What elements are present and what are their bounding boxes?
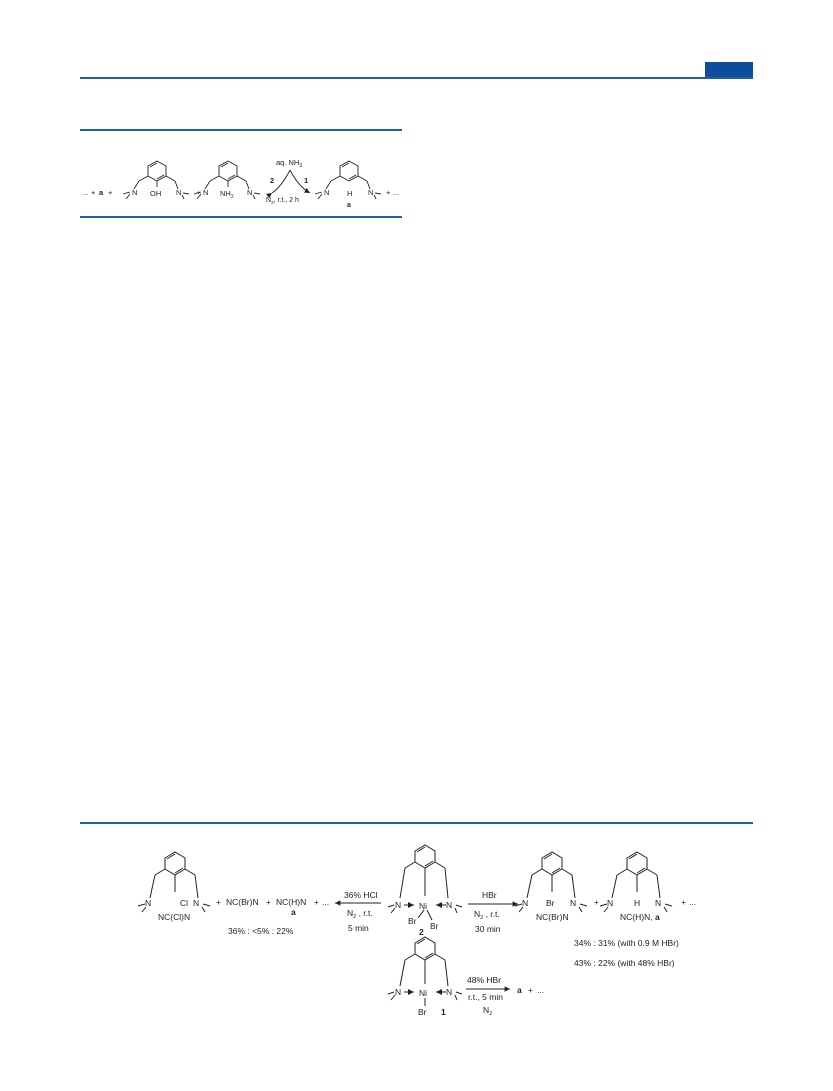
- ncbrn-br: Br: [546, 898, 555, 908]
- condition-text: [266, 197, 299, 205]
- reagent-aq-nh3: [276, 158, 302, 169]
- ellipsis-right: ...: [393, 188, 400, 197]
- hcl-reagent: 36% HCl: [344, 890, 378, 900]
- c1-n-right: N: [446, 987, 453, 997]
- n-right-3: N: [368, 188, 374, 197]
- hbr-conditions: [474, 909, 500, 921]
- plus-4: +: [386, 188, 391, 197]
- hcl-time: 5 min: [348, 923, 369, 933]
- nchn-h: H: [634, 898, 641, 908]
- arrow-num-1: 1: [304, 176, 309, 185]
- nchn-n-right: N: [655, 898, 662, 908]
- ellipsis-left: ...: [82, 188, 89, 197]
- nchn-label-a: a: [654, 912, 660, 922]
- b-plus-2: +: [266, 897, 271, 907]
- cond-rest: , r.t., 2 h: [273, 197, 299, 204]
- nccln-cl: Cl: [180, 898, 189, 908]
- nchn-text-left: NC(H)N: [276, 897, 307, 907]
- cond-n: N: [266, 197, 272, 204]
- plus-3: +: [196, 188, 201, 197]
- b-plus-3: +: [314, 897, 319, 907]
- ncbrn-n-left: N: [522, 898, 529, 908]
- b-plus-5: +: [681, 897, 686, 907]
- compound-a-label: a: [347, 202, 351, 209]
- oh-group: OH: [150, 189, 162, 198]
- arrow-reverse: [272, 170, 290, 193]
- b-plus-4: +: [594, 897, 599, 907]
- hcl-conditions: [347, 908, 373, 920]
- hbr48-n: N: [483, 1005, 490, 1015]
- c1-ni: Ni: [419, 988, 428, 998]
- hcl-rest: , r.t.: [356, 908, 373, 918]
- h-atom: H: [347, 189, 353, 198]
- c2-ni: Ni: [419, 901, 428, 911]
- hbr48-sub: 2: [489, 1011, 493, 1017]
- nchn-a-left: a: [291, 907, 296, 917]
- c1-n-left: N: [395, 987, 402, 997]
- nccln-n-right: N: [193, 898, 200, 908]
- n-left-1: N: [132, 188, 138, 197]
- c2-br-1: Br: [408, 916, 417, 926]
- hbr48-conditions: r.t., 5 min: [468, 992, 503, 1002]
- complex-2-label: 2: [419, 927, 424, 937]
- hbr-n: N: [474, 909, 481, 919]
- nchn-n-left: N: [607, 898, 614, 908]
- nh2-sub: 2: [230, 194, 234, 200]
- scheme-bottom: [138, 845, 696, 1017]
- hbr-rest: , r.t.: [483, 909, 500, 919]
- cond-sub: 2: [271, 200, 274, 205]
- nccln-n-left: N: [145, 898, 152, 908]
- complex-1-label: 1: [441, 1007, 446, 1017]
- n-right-1: N: [176, 188, 182, 197]
- n-right-2: N: [247, 188, 253, 197]
- b-ellipsis-2: ...: [689, 897, 697, 907]
- yield-right-2: 43% : 22% (with 48% HBr): [574, 958, 675, 968]
- plus-1: +: [91, 188, 96, 197]
- b-ellipsis-1: ...: [322, 897, 330, 907]
- hbr48-n2: [483, 1005, 492, 1017]
- nh2-main: NH: [220, 189, 231, 198]
- ncbrn-text-left: NC(Br)N: [226, 897, 259, 907]
- compound-a-label-left: a: [99, 188, 104, 197]
- ncbrn-label: NC(Br)N: [536, 912, 569, 922]
- nccln-label: NC(Cl)N: [158, 912, 191, 922]
- b-plus-6: +: [528, 985, 533, 995]
- reagent-sub: 3: [299, 163, 303, 169]
- hbr-time: 30 min: [475, 924, 501, 934]
- n-left-2: N: [203, 188, 209, 197]
- b-plus-1: +: [216, 897, 221, 907]
- hcl-n: N: [347, 908, 354, 918]
- product-a-label: a: [517, 985, 522, 995]
- nh2-group: [220, 189, 234, 200]
- arrow-num-2: 2: [270, 176, 275, 185]
- hbr48-reagent: 48% HBr: [467, 975, 502, 985]
- nchn-label-text: NC(H)N,: [620, 912, 655, 922]
- yield-right-1: 34% : 31% (with 0.9 M HBr): [574, 938, 679, 948]
- c2-n-right: N: [446, 900, 453, 910]
- ncbrn-n-right: N: [570, 898, 577, 908]
- b-ellipsis-3: ...: [537, 985, 545, 995]
- c2-br-2: Br: [430, 921, 439, 931]
- yield-left: 36% : <5% : 22%: [228, 926, 294, 936]
- hbr-reagent: HBr: [482, 890, 497, 900]
- nchn-label: [620, 912, 660, 922]
- hbr-sub: 2: [480, 915, 484, 921]
- plus-2: +: [108, 188, 113, 197]
- n-left-3: N: [324, 188, 330, 197]
- c2-n-left: N: [395, 900, 402, 910]
- c1-br: Br: [418, 1007, 427, 1017]
- scheme-top: [82, 158, 399, 209]
- reagent-prefix: aq. NH: [276, 158, 300, 167]
- hcl-sub: 2: [353, 914, 357, 920]
